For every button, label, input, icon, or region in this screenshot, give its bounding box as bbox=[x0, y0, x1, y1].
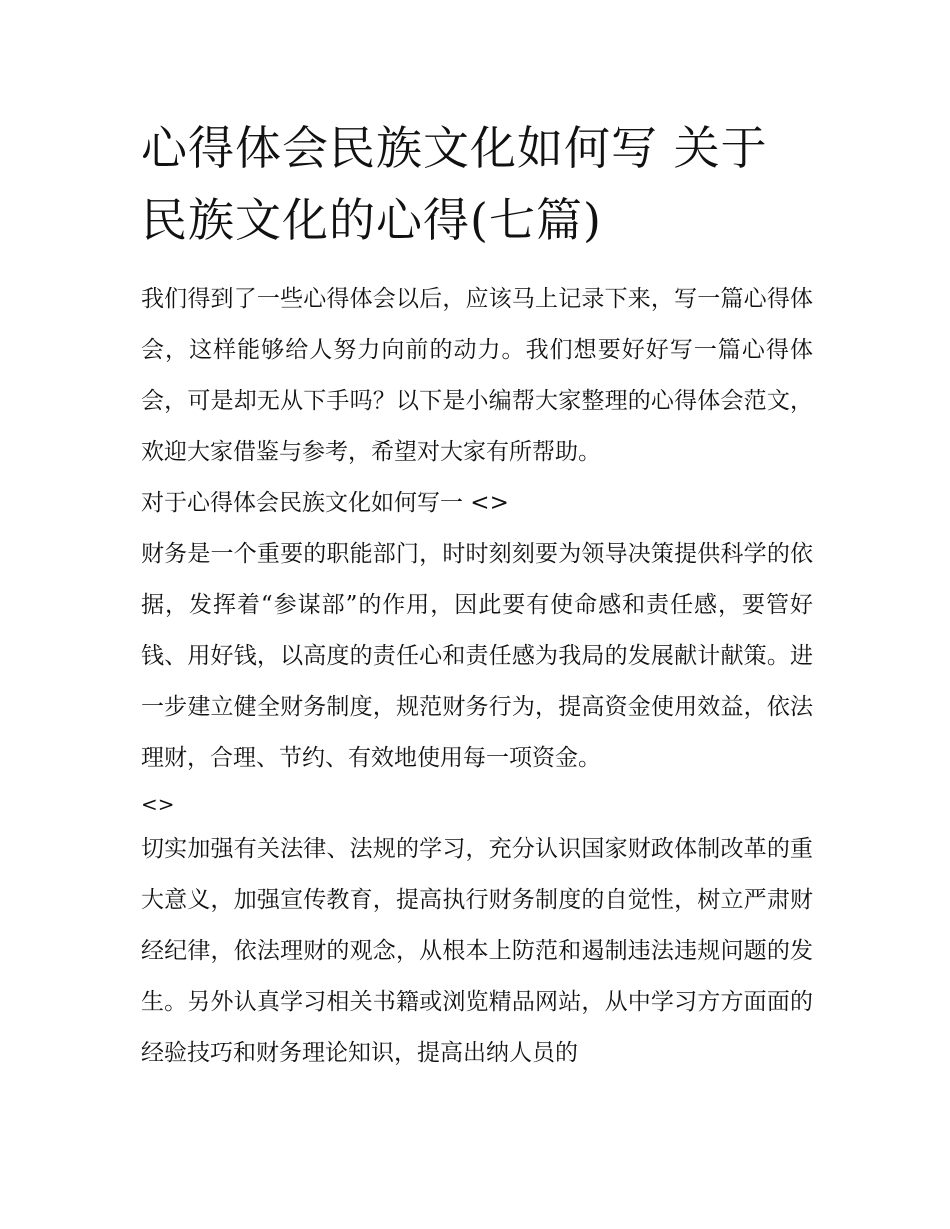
section-heading: 对于心得体会民族文化如何写一 <> bbox=[141, 490, 509, 516]
document-title: 心得体会民族文化如何写 关于民族文化的心得(七篇) bbox=[141, 121, 768, 247]
intro-paragraph: 我们得到了一些心得体会以后，应该马上记录下来，写一篇心得体会，这样能够给人努力向前的动力。我们想要好好写一篇心得体会，可是却无从下手吗？以下是小编帮大家整理的心得体会范文，欢迎大家借鉴与参考，希望对大家有所帮助。 bbox=[141, 286, 813, 465]
placeholder-marker: <> bbox=[141, 792, 175, 816]
body-paragraph: 财务是一个重要的职能部门，时时刻刻要为领导决策提供科学的依据，发挥着“参谋部”的作用，因此要有使命感和责任感，要管好钱、用好钱，以高度的责任心和责任感为我局的发展献计献策。进一步建立健全财务制度，规范财务行为，提高资金使用效益，依法理财，合理、节约、有效地使用每一项资金。 bbox=[141, 541, 813, 771]
body-paragraph: 切实加强有关法律、法规的学习，充分认识国家财政体制改革的重大意义，加强宣传教育，提高执行财务制度的自觉性，树立严肃财经纪律，依法理财的观念，从根本上防范和遏制违法违规问题的发生。另外认真学习相关书籍或浏览精品网站，从中学习方方面面的经验技巧和财务理论知识，提高出纳人员的 bbox=[141, 836, 813, 1066]
document-page bbox=[141, 112, 813, 1079]
